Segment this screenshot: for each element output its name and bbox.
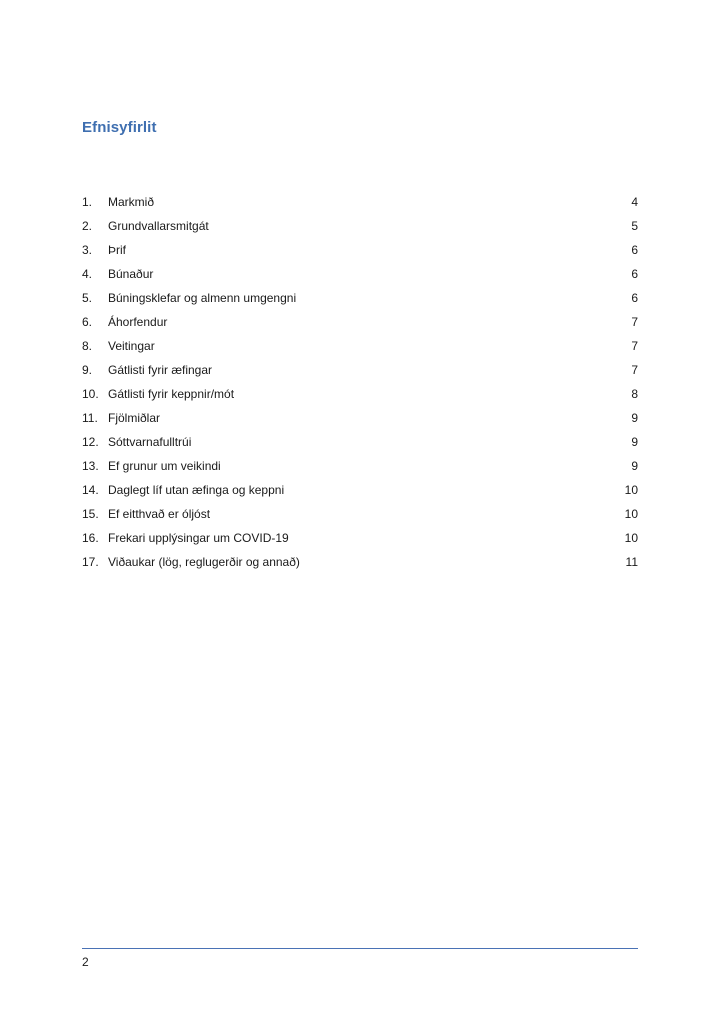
toc-entry-page: 11	[625, 555, 638, 569]
toc-entry[interactable]	[82, 482, 638, 506]
toc-entry-label: Veitingar	[108, 339, 155, 353]
toc-entry[interactable]	[82, 242, 638, 266]
toc-entry[interactable]	[82, 362, 638, 386]
toc-entry-page: 9	[631, 411, 638, 425]
toc-entry-page: 9	[631, 459, 638, 473]
toc-entry-number: 8.	[82, 339, 93, 353]
toc-entry-number: 15.	[82, 507, 99, 521]
toc-entry-label: Frekari upplýsingar um COVID-19	[108, 531, 289, 545]
toc-entry[interactable]	[82, 554, 638, 578]
toc-entry-number: 10.	[82, 387, 99, 401]
table-of-contents	[82, 194, 638, 578]
toc-entry[interactable]	[82, 338, 638, 362]
toc-entry-label: Ef grunur um veikindi	[108, 459, 221, 473]
toc-entry-page: 10	[624, 507, 638, 521]
toc-entry[interactable]	[82, 386, 638, 410]
toc-entry-page: 6	[631, 243, 638, 257]
toc-entry-page: 7	[631, 315, 638, 329]
page-number: 2	[82, 955, 89, 969]
toc-entry-page: 8	[631, 387, 638, 401]
toc-entry-number: 3.	[82, 243, 93, 257]
toc-entry-number: 12.	[82, 435, 99, 449]
toc-entry[interactable]	[82, 458, 638, 482]
toc-entry-label: Grundvallarsmitgát	[108, 219, 209, 233]
toc-entry-page: 9	[631, 435, 638, 449]
toc-entry-page: 6	[631, 291, 638, 305]
toc-entry-label: Þrif	[108, 243, 126, 257]
toc-entry-label: Ef eitthvað er óljóst	[108, 507, 211, 521]
toc-entry-label: Gátlisti fyrir keppnir/mót	[108, 387, 235, 401]
toc-entry-label: Búnaður	[108, 267, 154, 281]
toc-entry-page: 7	[631, 339, 638, 353]
toc-entry[interactable]	[82, 314, 638, 338]
footer-divider	[82, 948, 638, 949]
toc-entry-label: Áhorfendur	[108, 315, 168, 329]
toc-entry-number: 16.	[82, 531, 99, 545]
toc-entry-label: Markmið	[108, 195, 155, 209]
toc-entry-number: 2.	[82, 219, 93, 233]
toc-entry-number: 9.	[82, 363, 93, 377]
toc-entry-number: 11.	[82, 411, 98, 425]
toc-entry-number: 4.	[82, 267, 93, 281]
toc-entry-number: 6.	[82, 315, 93, 329]
toc-entry-number: 17.	[82, 555, 99, 569]
toc-entry-number: 14.	[82, 483, 99, 497]
toc-entry-page: 10	[624, 483, 638, 497]
toc-entry-page: 6	[631, 267, 638, 281]
toc-entry-label: Búningsklefar og almenn umgengni	[108, 291, 297, 305]
toc-entry-page: 5	[631, 219, 638, 233]
toc-entry[interactable]	[82, 506, 638, 530]
toc-entry[interactable]	[82, 290, 638, 314]
toc-entry-page: 4	[631, 195, 638, 209]
toc-entry-label: Daglegt líf utan æfinga og keppni	[108, 483, 285, 497]
toc-entry-page: 10	[624, 531, 638, 545]
toc-entry[interactable]	[82, 194, 638, 218]
toc-entry[interactable]	[82, 266, 638, 290]
toc-entry-number: 13.	[82, 459, 99, 473]
toc-entry-number: 5.	[82, 291, 93, 305]
page-title: Efnisyfirlit	[82, 119, 157, 136]
toc-entry[interactable]	[82, 218, 638, 242]
toc-entry-label: Gátlisti fyrir æfingar	[108, 363, 213, 377]
toc-entry-label: Sóttvarnafulltrúi	[108, 435, 192, 449]
toc-entry[interactable]	[82, 434, 638, 458]
toc-entry-number: 1.	[82, 195, 93, 209]
toc-entry[interactable]	[82, 410, 638, 434]
toc-entry-label: Fjölmiðlar	[108, 411, 161, 425]
toc-entry-label: Viðaukar (lög, reglugerðir og annað)	[108, 555, 300, 569]
toc-entry-page: 7	[631, 363, 638, 377]
toc-entry[interactable]	[82, 530, 638, 554]
